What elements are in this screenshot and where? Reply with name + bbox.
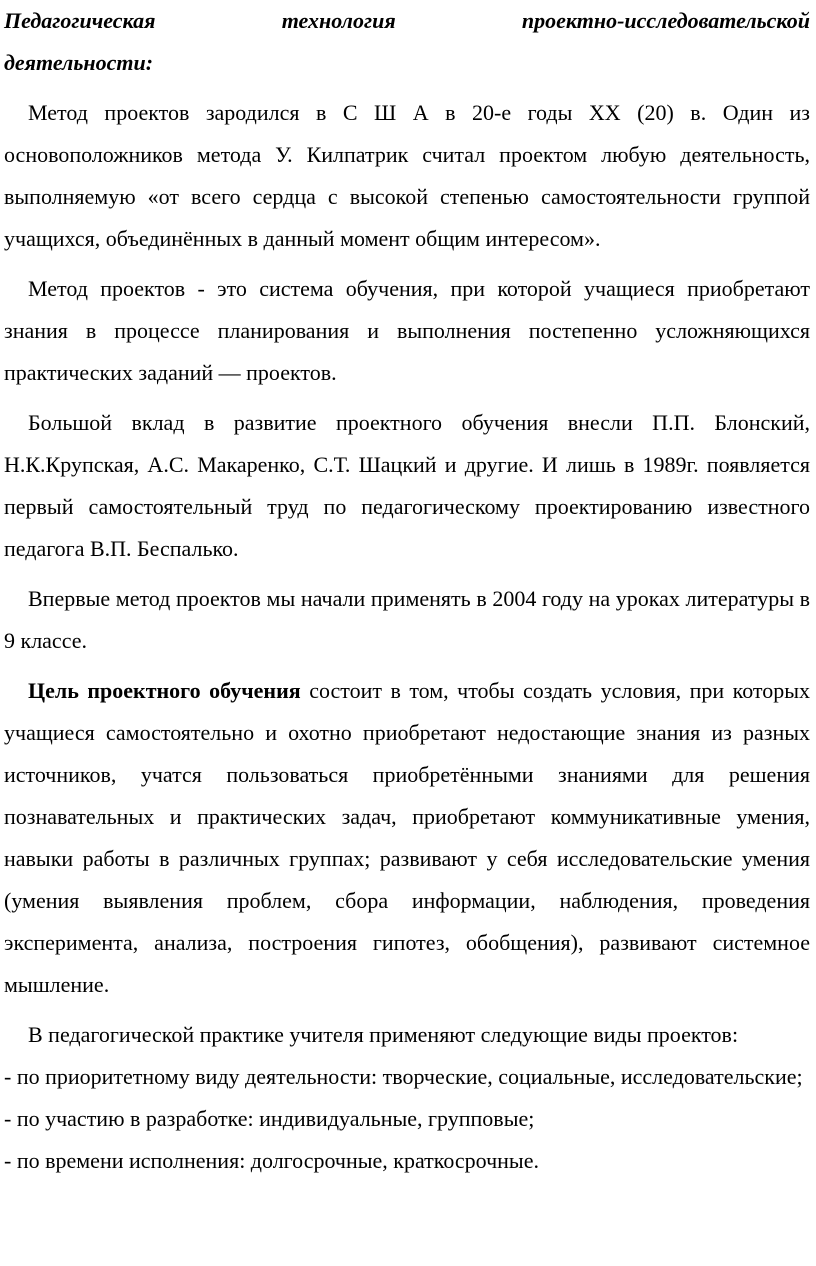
list-item: - по участию в разработке: индивидуальные, групповые; xyxy=(4,1106,535,1131)
list-item: - по времени исполнения: долгосрочные, краткосрочные. xyxy=(4,1148,539,1173)
document-heading xyxy=(4,0,810,84)
list-item: - по приоритетному виду деятельности: творческие, социальные, исследовательские; xyxy=(4,1064,803,1089)
paragraph-first-use: Впервые метод проектов мы начали применять в 2004 году на уроках литературы в 9 классе. xyxy=(4,586,810,653)
heading-line-1 xyxy=(4,0,810,42)
paragraph-origin: Метод проектов зародился в С Ш А в 20-е годы XX (20) в. Один из основоположников метода У. Килпатрик считал проектом любую деятельность, выполняемую «от всего сердца с высокой степенью самостоятельности группой учащихся, объединённых в данный момент общим интересом». xyxy=(4,100,810,251)
heading-word-2: технология xyxy=(281,8,396,33)
heading-word-3: проектно-исследовательской xyxy=(521,8,810,33)
heading-word-1: Педагогическая xyxy=(4,8,156,33)
paragraph-project-types-intro: В педагогической практике учителя применяют следующие виды проектов: xyxy=(28,1022,739,1047)
goal-description: состоит в том, чтобы создать условия, при которых учащиеся самостоятельно и охотно приобретают недостающие знания из разных источников, учатся пользоваться приобретёнными знаниями для решения познавательных и практических задач, приобретают коммуникативные умения, навыки работы в различных группах; развивают у себя исследовательские умения (умения выявления проблем, сбора информации, наблюдения, проведения эксперимента, анализа, построения гипотез, обобщения), развивают системное мышление. xyxy=(4,678,811,997)
paragraph-definition: Метод проектов - это система обучения, при которой учащиеся приобретают знания в процессе планирования и выполнения постепенно усложняющихся практических заданий — проектов. xyxy=(4,276,810,385)
heading-line-2: деятельности: xyxy=(4,50,154,75)
paragraph-goal xyxy=(4,670,810,1006)
project-types-list xyxy=(4,1056,810,1182)
paragraph-contributors: Большой вклад в развитие проектного обучения внесли П.П. Блонский, Н.К.Крупская, А.С. Макаренко, С.Т. Шацкий и другие. И лишь в 1989г. появляется первый самостоятельный труд по педагогическому проектированию известного педагога В.П. Беспалько. xyxy=(4,410,810,561)
goal-term: Цель проектного обучения xyxy=(28,678,301,703)
